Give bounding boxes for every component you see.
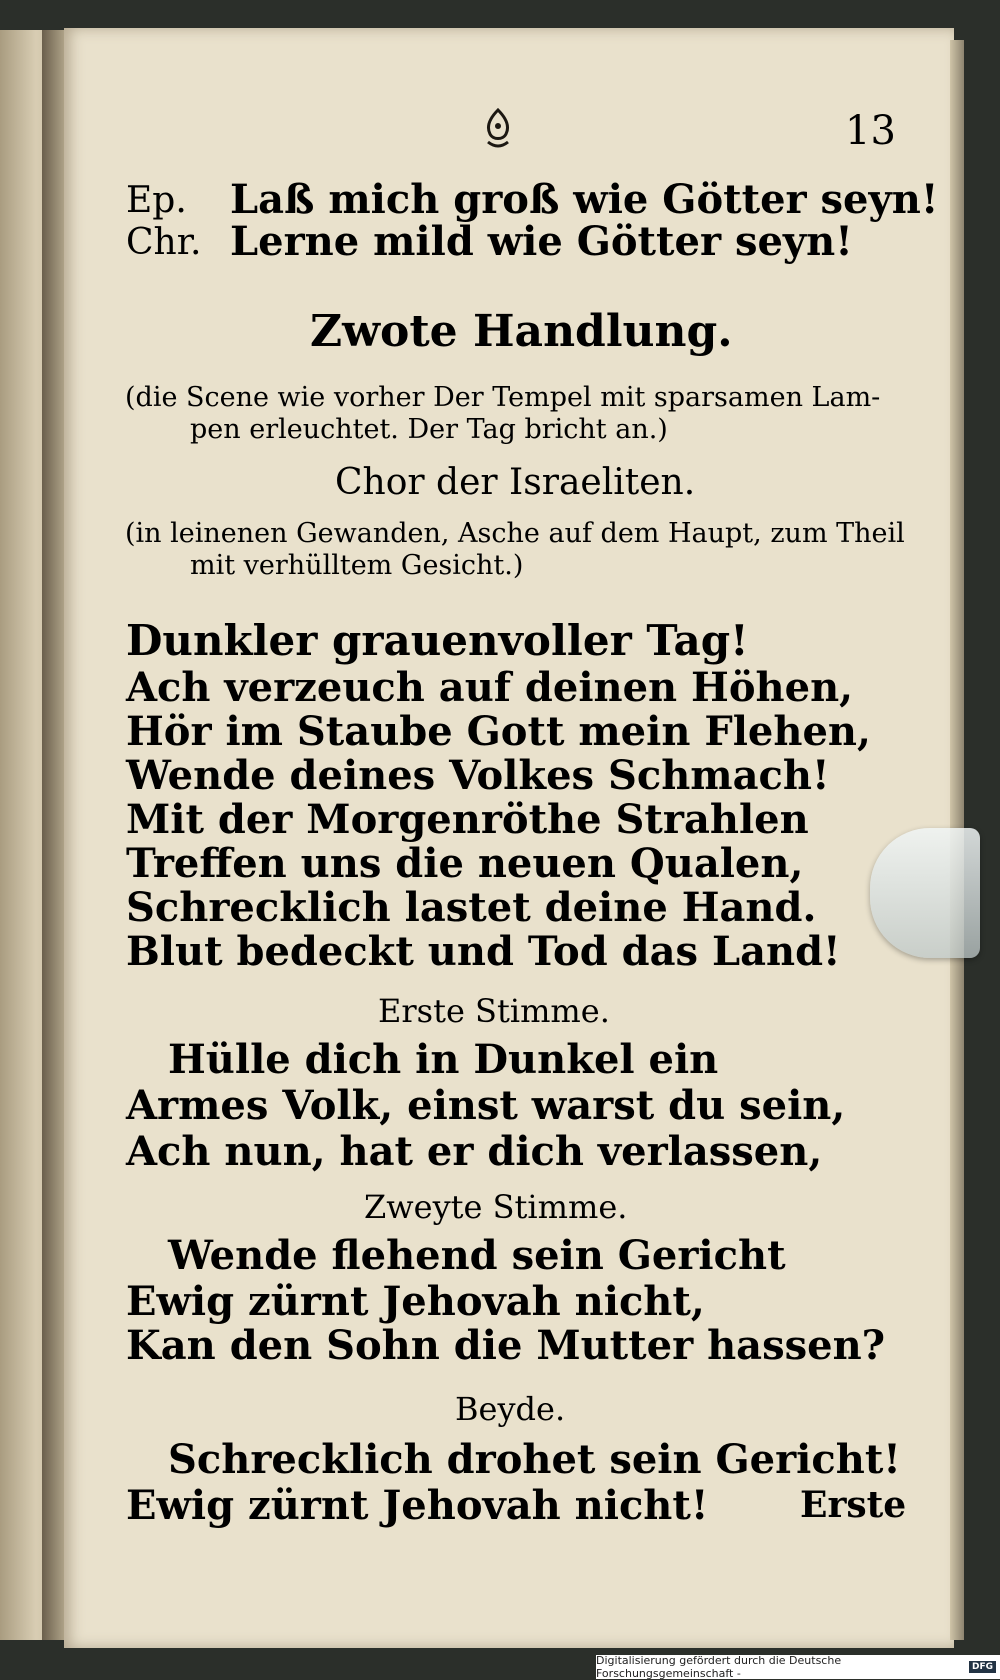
page-number: 13	[845, 108, 896, 154]
verse-line: Blut bedeckt und Tod das Land!	[126, 928, 841, 975]
verse-line: Armes Volk, einst warst du sein,	[126, 1082, 846, 1129]
verse-line: Hör im Staube Gott mein Flehen,	[126, 708, 871, 755]
voice-heading: Zweyte Stimme.	[364, 1188, 628, 1226]
verse-line: Dunkler grauenvoller Tag!	[126, 616, 749, 665]
verse-line: Ach verzeuch auf deinen Höhen,	[126, 664, 854, 711]
voice-heading: Erste Stimme.	[378, 992, 610, 1030]
verse-line: Kan den Sohn die Mutter hassen?	[126, 1322, 886, 1369]
verse-line: Wende flehend sein Gericht	[168, 1232, 786, 1279]
book-gutter	[42, 30, 66, 1640]
verse-line: Ach nun, hat er dich verlassen,	[126, 1128, 823, 1175]
voice-heading: Beyde.	[455, 1390, 566, 1428]
dfg-logo: DFG	[969, 1661, 996, 1673]
verse-line: Treffen uns die neuen Qualen,	[126, 840, 804, 887]
page-clip	[870, 828, 980, 958]
stage-direction: (in leinenen Gewanden, Asche auf dem Haupt, zum Theil	[125, 518, 905, 549]
verse-line: Ewig zürnt Jehovah nicht,	[126, 1278, 705, 1325]
catchword: Erste	[800, 1484, 907, 1526]
verse-line: Schrecklich drohet sein Gericht!	[168, 1436, 901, 1483]
ornament-icon	[480, 108, 516, 150]
speaker-label: Chr.	[126, 222, 202, 263]
verse-line: Mit der Morgenröthe Strahlen	[126, 796, 809, 843]
act-heading: Zwote Handlung.	[310, 306, 733, 357]
verse-line: Ewig zürnt Jehovah nicht!	[126, 1482, 709, 1529]
footer-bar	[596, 1655, 1000, 1679]
verse-line: Hülle dich in Dunkel ein	[168, 1036, 719, 1083]
stage-direction: mit verhülltem Gesicht.)	[190, 550, 524, 581]
chorus-heading: Chor der Israeliten.	[335, 462, 696, 503]
dialogue-line: Lerne mild wie Götter seyn!	[230, 218, 853, 265]
stage-direction: (die Scene wie vorher Der Tempel mit sparsamen Lam-	[125, 382, 881, 413]
speaker-label: Ep.	[126, 180, 187, 221]
footer-text: Digitalisierung gefördert durch die Deutsche Forschungsgemeinschaft -	[596, 1654, 842, 1680]
stage-direction: pen erleuchtet. Der Tag bricht an.)	[190, 414, 668, 445]
verse-line: Schrecklich lastet deine Hand.	[126, 884, 817, 931]
verse-line: Wende deines Volkes Schmach!	[126, 752, 830, 799]
dialogue-line: Laß mich groß wie Götter seyn!	[230, 176, 939, 223]
